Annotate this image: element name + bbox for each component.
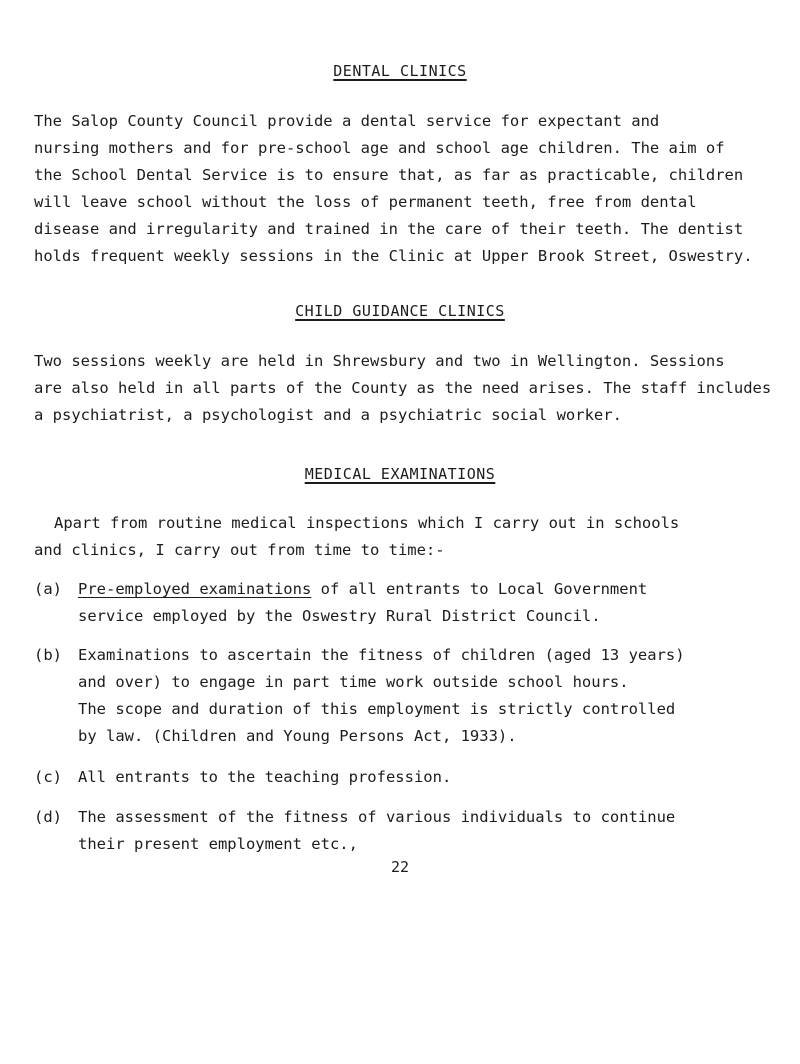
list-item-body <box>78 576 647 630</box>
list-item-line: The scope and duration of this employment is strictly controlled <box>78 700 676 718</box>
paragraph-line: holds frequent weekly sessions in the Clinic at Upper Brook Street, Oswestry. <box>34 247 753 265</box>
underlined-term: Pre-employed examinations <box>78 580 312 598</box>
paragraph-line: and clinics, I carry out from time to time:- <box>34 541 445 559</box>
paragraph-line: Two sessions weekly are held in Shrewsbury and two in Wellington. Sessions <box>34 352 725 370</box>
list-item-line: service employed by the Oswestry Rural District Council. <box>78 607 601 625</box>
list-item-letter: (d) <box>34 808 62 826</box>
paragraph-line: a psychiatrist, a psychologist and a psychiatric social worker. <box>34 406 622 424</box>
list-item-text: of all entrants to Local Government <box>311 580 648 598</box>
page-number: 22 <box>390 858 410 876</box>
list-item-line: by law. (Children and Young Persons Act, 1933). <box>78 727 517 745</box>
list-item-line: All entrants to the teaching profession. <box>78 768 452 786</box>
dental-clinics-heading: DENTAL CLINICS <box>333 62 467 80</box>
list-item-body <box>78 764 451 791</box>
list-item-line: and over) to engage in part time work outside school hours. <box>78 673 629 691</box>
list-item-letter: (c) <box>34 768 62 786</box>
list-item-letter: (b) <box>34 646 62 664</box>
paragraph-line: The Salop County Council provide a dental service for expectant and <box>34 112 660 130</box>
list-item-line <box>78 576 647 603</box>
dental-clinics-paragraph <box>34 108 753 270</box>
medical-examinations-heading: MEDICAL EXAMINATIONS <box>304 465 496 483</box>
list-item-line: Examinations to ascertain the fitness of children (aged 13 years) <box>78 646 685 664</box>
child-guidance-heading: CHILD GUIDANCE CLINICS <box>295 302 505 320</box>
medical-intro-paragraph <box>34 510 679 564</box>
paragraph-line: nursing mothers and for pre-school age and school age children. The aim of <box>34 139 725 157</box>
paragraph-line: will leave school without the loss of permanent teeth, free from dental <box>34 193 697 211</box>
list-item-letter: (a) <box>34 580 62 598</box>
list-item-body <box>78 804 675 858</box>
paragraph-line: the School Dental Service is to ensure that, as far as practicable, children <box>34 166 744 184</box>
list-item-line: their present employment etc., <box>78 835 358 853</box>
paragraph-line: are also held in all parts of the County as the need arises. The staff includes <box>34 379 772 397</box>
list-item-line: The assessment of the fitness of various individuals to continue <box>78 808 676 826</box>
paragraph-line: disease and irregularity and trained in the care of their teeth. The dentist <box>34 220 744 238</box>
paragraph-line: Apart from routine medical inspections which I carry out in schools <box>54 514 680 532</box>
list-item-body <box>78 642 685 750</box>
child-guidance-paragraph <box>34 348 771 429</box>
